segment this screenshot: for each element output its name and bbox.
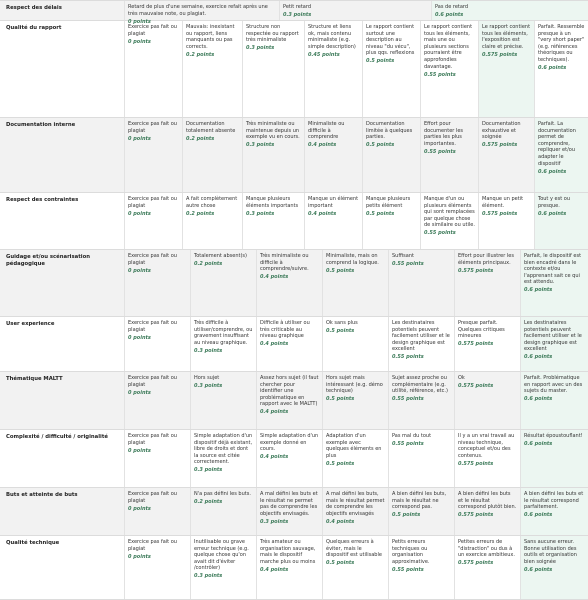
level-points: 0.6 points [524, 287, 553, 294]
level-cell[interactable] [454, 372, 520, 429]
level-points: 0.3 points [246, 210, 275, 217]
level-description: Parfait, le dispositif est bien encadré dans le contexte et/ou l'apprenant sait ce qui est attendu. [524, 253, 582, 286]
level-points: 0.575 points [458, 512, 494, 519]
level-cell[interactable] [388, 250, 454, 316]
level-cell[interactable] [190, 430, 256, 487]
level-cell[interactable] [124, 536, 190, 599]
criterion-name: Buts et atteinte de buts [6, 492, 78, 498]
level-cell[interactable] [534, 193, 588, 249]
level-cell[interactable] [242, 21, 304, 117]
level-description: Retard de plus d'une semaine, exercice refait après une très mauvaise note, ou plagiat. [128, 4, 268, 17]
level-points: 0.6 points [538, 65, 567, 72]
level-cell[interactable] [190, 317, 256, 371]
level-points: 0.4 points [260, 341, 289, 348]
level-cell[interactable] [388, 317, 454, 371]
level-cell[interactable] [454, 317, 520, 371]
level-description: Inutilisable ou grave erreur technique (e.g. quelque chose qu'on avait dit d'éviter /contrôler) [194, 539, 249, 572]
criterion-row-complexite-difficulte-originalite [0, 430, 588, 488]
level-cell[interactable] [242, 193, 304, 249]
level-description: Ok sans plus [326, 320, 358, 326]
level-description: Suffisant [392, 253, 414, 259]
level-description: Très minimaliste ou maintenue depuis un exemple vu en cours. [246, 121, 300, 141]
criterion-name: Qualité technique [6, 540, 60, 546]
level-description: Parfait. Problématique en rapport avec un des sujets du master. [524, 375, 583, 395]
level-points: 0.45 points [308, 51, 340, 58]
level-description: Le rapport contient tous les éléments, mais une ou plusieurs sections pourraient être approfondies davantage. [424, 24, 473, 70]
level-cell[interactable] [256, 536, 322, 599]
level-points: 0 points [128, 38, 151, 45]
level-description: Quelques erreurs à éviter, mais le dispositif est utilisable [326, 539, 382, 559]
level-points: 0.55 points [392, 354, 424, 361]
criterion-row-buts-et-atteinte-de-buts [0, 488, 588, 536]
criterion-name: Complexité / difficulté / originalité [6, 434, 108, 440]
level-description: Petit retard [283, 4, 312, 10]
level-cell[interactable] [124, 1, 279, 25]
level-cell[interactable] [322, 536, 388, 599]
level-description: Très minimaliste ou difficile à comprendre/suivre. [260, 253, 309, 273]
level-description: Simple adaptation d'un dispositif déjà existant, libre de droits et dont la source est citée correctement. [194, 433, 253, 466]
level-cell[interactable] [454, 536, 520, 599]
level-points: 0.5 points [366, 142, 395, 149]
level-points: 0.575 points [482, 210, 518, 217]
level-description: Simple adaptation d'un exemple donné en cours. [260, 433, 319, 453]
criterion-name: Documentation interne [6, 122, 76, 128]
level-description: Sans aucune erreur. Bonne utilisation des outils et organisation bien soignée [524, 539, 577, 565]
level-cell[interactable] [534, 21, 588, 117]
level-points: 0.3 points [194, 383, 223, 390]
level-points: 0 points [128, 18, 151, 25]
level-description: Exercice pas fait ou plagiat [128, 491, 177, 504]
level-description: Totalement absent(s) [194, 253, 247, 259]
level-points: 0.5 points [326, 560, 355, 567]
level-cell[interactable] [520, 430, 588, 487]
level-points: 0.55 points [424, 148, 456, 155]
level-cell[interactable] [256, 372, 322, 429]
level-description: A bien défini les buts, mais le résultat ne correspond pas. [392, 491, 447, 511]
criterion-row-thematique-maltt [0, 372, 588, 430]
level-description: Minimaliste, mais on comprend la logique. [326, 253, 379, 266]
level-cell[interactable] [304, 21, 362, 117]
level-points: 0.5 points [366, 58, 395, 65]
level-points: 0.55 points [392, 441, 424, 448]
level-points: 0 points [128, 334, 151, 341]
level-cell[interactable] [256, 488, 322, 535]
level-points: 0.4 points [260, 409, 289, 416]
level-description: Manque plusieurs petits élément [366, 196, 411, 209]
level-points: 0.3 points [194, 467, 223, 474]
level-description: A mal défini les buts et le résultat ne permet pas de comprendre les objectifs envisagés. [260, 491, 318, 517]
level-description: N'a pas défini les buts. [194, 491, 251, 497]
level-cell[interactable] [190, 536, 256, 599]
level-cell[interactable] [256, 317, 322, 371]
level-description: Le rapport contient surtout une description au niveau "du vécu", plus qqs. reflexions [366, 24, 415, 57]
level-cell[interactable] [520, 317, 588, 371]
level-description: Exercice pas fait ou plagiat [128, 433, 177, 446]
level-cell[interactable] [454, 488, 520, 535]
level-description: Parfait. Ressemble presque à un "very short paper" (e.g. références théoriques ou techniques). [538, 24, 585, 63]
level-cell[interactable] [534, 118, 588, 192]
level-description: Résultat époustouflant! [524, 433, 583, 439]
level-description: A mal défini les buts, mais le résultat permet de comprendre les objectifs envisagés [326, 491, 385, 517]
criterion-row-qualite-technique [0, 536, 588, 600]
level-cell[interactable] [520, 536, 588, 599]
criterion-row-guidage-et-ou-scenarisation-pedagogique [0, 250, 588, 317]
level-points: 0 points [128, 210, 151, 217]
level-description: Structure et liens ok, mais contenu minimaliste (e.g. simple description) [308, 24, 356, 50]
level-description: Minimaliste ou difficile à comprendre [308, 121, 345, 141]
level-description: Documentation limitée à quelques parties. [366, 121, 413, 141]
level-cell[interactable] [362, 118, 420, 192]
level-description: A bien défini les buts et le résultat correspond plutôt bien. [458, 491, 517, 511]
level-cell[interactable] [362, 21, 420, 117]
level-points: 0.3 points [246, 142, 275, 149]
level-cell[interactable] [279, 1, 432, 20]
level-points: 0 points [128, 135, 151, 142]
level-points: 0 points [128, 505, 151, 512]
level-cell[interactable] [420, 193, 478, 249]
level-cell[interactable] [190, 250, 256, 316]
level-points: 0.6 points [524, 396, 553, 403]
level-cell[interactable] [520, 372, 588, 429]
criterion-row-qualite-du-rapport [0, 18, 588, 118]
level-points: 0.4 points [260, 454, 289, 461]
level-points: 0.575 points [482, 142, 518, 149]
level-description: Difficile à utiliser ou très criticable au niveau graphique [260, 320, 310, 340]
level-description: Exercice pas fait ou plagiat [128, 320, 177, 333]
level-description: Pas de retard [435, 4, 469, 10]
level-points: 0.4 points [326, 518, 355, 525]
level-cell[interactable] [388, 372, 454, 429]
level-cell[interactable] [388, 536, 454, 599]
criterion-name: Qualité du rapport [6, 25, 62, 31]
level-cell[interactable] [322, 250, 388, 316]
level-description: Mauvais: inexistant ou rapport, liens manquants ou pas corrects. [186, 24, 235, 50]
level-points: 0.6 points [435, 12, 464, 19]
level-points: 0.55 points [392, 396, 424, 403]
level-points: 0.5 points [326, 460, 355, 467]
level-cell[interactable] [322, 372, 388, 429]
level-points: 0.575 points [458, 560, 494, 567]
level-description: Il y a un vrai travail au niveau technique, conceptuel et/ou des contenus. [458, 433, 515, 459]
level-cell[interactable] [420, 21, 478, 117]
level-description: Tout y est ou presque. [538, 196, 570, 209]
level-description: Documentation totalement absente [186, 121, 236, 134]
criterion-name: Thématique MALTT [6, 376, 63, 382]
level-points: 0.4 points [308, 210, 337, 217]
level-points: 0.5 points [326, 267, 355, 274]
level-cell[interactable] [190, 488, 256, 535]
level-cell[interactable] [362, 193, 420, 249]
level-description: Exercice pas fait ou plagiat [128, 24, 177, 37]
level-description: Très difficile à utiliser/comprendre, ou gravement insuffisant au niveau graphique. [194, 320, 253, 346]
level-cell[interactable] [478, 21, 534, 117]
level-description: Documentation exhaustive et soignée [482, 121, 521, 141]
level-points: 0.5 points [366, 210, 395, 217]
level-cell[interactable] [420, 118, 478, 192]
level-description: A fait complètement autre chose [186, 196, 238, 209]
level-points: 0.4 points [308, 142, 337, 149]
level-cell[interactable] [520, 488, 588, 535]
level-description: Hors sujet mais intéressant (e.g. démo technique) [326, 375, 383, 395]
level-description: Exercice pas fait ou plagiat [128, 539, 177, 552]
level-cell[interactable] [520, 250, 588, 316]
level-description: Les destinataires potentiels peuvent facilement utiliser et le design graphique est excellent [524, 320, 582, 353]
level-points: 0.6 points [538, 168, 567, 175]
level-description: A bien défini les buts et le résultat correspond parfaitement. [524, 491, 584, 511]
level-points: 0.575 points [458, 383, 494, 390]
level-description: Le rapport contient tous les éléments, l'exposition est claire et précise. [482, 24, 531, 50]
level-cell[interactable] [124, 21, 182, 117]
level-cell[interactable] [388, 430, 454, 487]
level-points: 0.55 points [392, 566, 424, 573]
level-cell[interactable] [256, 250, 322, 316]
level-points: 0.5 points [326, 396, 355, 403]
level-points: 0.55 points [392, 261, 424, 268]
criterion-name: Respect des contraintes [6, 197, 79, 203]
level-description: Petits erreurs techniques ou organisation approximative. [392, 539, 430, 565]
level-cell[interactable] [182, 21, 242, 117]
level-points: 0.4 points [260, 274, 289, 281]
level-cell[interactable] [124, 118, 182, 192]
criterion-row-respect-des-delais [0, 1, 588, 25]
criterion-name: Guidage et/ou scénarisation pédagogique [6, 254, 90, 267]
level-description: Parfait. La documentation permet de comprendre, repliquer et/ou adapter le dispositif [538, 121, 576, 167]
level-description: Très amateur ou organisation sauvage, mais le dispositif marche plus ou moins [260, 539, 316, 565]
level-points: 0.2 points [194, 261, 223, 268]
level-cell[interactable] [124, 430, 190, 487]
level-points: 0.3 points [194, 347, 223, 354]
level-points: 0.6 points [524, 512, 553, 519]
level-description: Structure non respectée ou rapport très minimaliste [246, 24, 299, 44]
level-cell[interactable] [322, 430, 388, 487]
level-points: 0.6 points [524, 566, 553, 573]
level-points: 0.575 points [458, 460, 494, 467]
level-cell[interactable] [304, 118, 362, 192]
level-points: 0.5 points [326, 328, 355, 335]
level-description: Exercice pas fait ou plagiat [128, 196, 177, 209]
criterion-name: Respect des délais [6, 5, 62, 11]
level-cell[interactable] [322, 317, 388, 371]
level-points: 0.6 points [538, 210, 567, 217]
level-points: 0.575 points [458, 267, 494, 274]
level-points: 0.3 points [260, 518, 289, 525]
level-points: 0.5 points [392, 512, 421, 519]
level-description: Les destinataires potentiels peuvent facilement utiliser et le design graphique est excellent [392, 320, 450, 353]
criterion-row-user-experience [0, 317, 588, 372]
level-description: Presque parfait. Quelques critiques mineures [458, 320, 505, 340]
level-cell[interactable] [478, 118, 534, 192]
level-description: Ok [458, 375, 465, 381]
level-points: 0 points [128, 267, 151, 274]
level-cell[interactable] [124, 317, 190, 371]
level-description: Manque un élément important [308, 196, 359, 209]
level-cell[interactable] [190, 372, 256, 429]
level-points: 0.6 points [524, 441, 553, 448]
level-description: Assez hors sujet (il faut chercher pour identifier une problématique en rapport avec le MALTT) [260, 375, 319, 408]
level-points: 0.2 points [186, 210, 215, 217]
criterion-row-documentation-interne [0, 118, 588, 193]
level-description: Manque un petit élément. [482, 196, 524, 209]
level-description: Effort pour documenter les parties les plus importantes. [424, 121, 464, 147]
level-cell[interactable] [388, 488, 454, 535]
level-cell[interactable] [182, 193, 242, 249]
level-cell[interactable] [304, 193, 362, 249]
level-points: 0.3 points [246, 45, 275, 52]
level-cell[interactable] [242, 118, 304, 192]
level-points: 0.4 points [260, 566, 289, 573]
level-description: Pas mal du tout [392, 433, 432, 439]
level-description: Sujet assez proche ou complémentaire (e.g. utilité, référence, etc.) [392, 375, 448, 395]
level-points: 0.3 points [283, 12, 312, 19]
level-points: 0 points [128, 553, 151, 560]
level-cell[interactable] [322, 488, 388, 535]
level-points: 0.3 points [194, 573, 223, 580]
level-cell[interactable] [454, 250, 520, 316]
level-points: 0.2 points [194, 499, 223, 506]
level-description: Exercice pas fait ou plagiat [128, 253, 177, 266]
level-points: 0 points [128, 447, 151, 454]
level-points: 0.575 points [482, 51, 518, 58]
level-cell[interactable] [431, 1, 588, 20]
level-description: Exercice pas fait ou plagiat [128, 375, 177, 388]
level-cell[interactable] [182, 118, 242, 192]
level-points: 0 points [128, 389, 151, 396]
level-description: Manque d'un ou plusieurs éléments qui sont remplacées par quelque chose de similaire ou utile. [424, 196, 475, 229]
level-description: Manque plusieurs éléments importants [246, 196, 299, 209]
level-points: 0.2 points [186, 135, 215, 142]
level-points: 0.6 points [524, 354, 553, 361]
level-points: 0.575 points [458, 341, 494, 348]
level-description: Hors sujet [194, 375, 220, 381]
level-description: Effort pour illustrer les éléments principaux. [458, 253, 514, 266]
level-points: 0.55 points [424, 71, 456, 78]
level-points: 0.55 points [424, 230, 456, 237]
criterion-name: User experience [6, 321, 55, 327]
level-cell[interactable] [124, 372, 190, 429]
level-cell[interactable] [454, 430, 520, 487]
level-description: Adaptation d'un exemple avec quelques éléments en plus [326, 433, 382, 459]
level-description: Exercice pas fait ou plagiat [128, 121, 177, 134]
level-cell[interactable] [124, 250, 190, 316]
level-cell[interactable] [124, 193, 182, 249]
level-description: Petites erreurs de "distraction" ou dus à un exercice ambitieux. [458, 539, 515, 559]
criterion-row-respect-des-contraintes [0, 193, 588, 250]
level-points: 0.2 points [186, 51, 215, 58]
level-cell[interactable] [256, 430, 322, 487]
level-cell[interactable] [478, 193, 534, 249]
level-cell[interactable] [124, 488, 190, 535]
